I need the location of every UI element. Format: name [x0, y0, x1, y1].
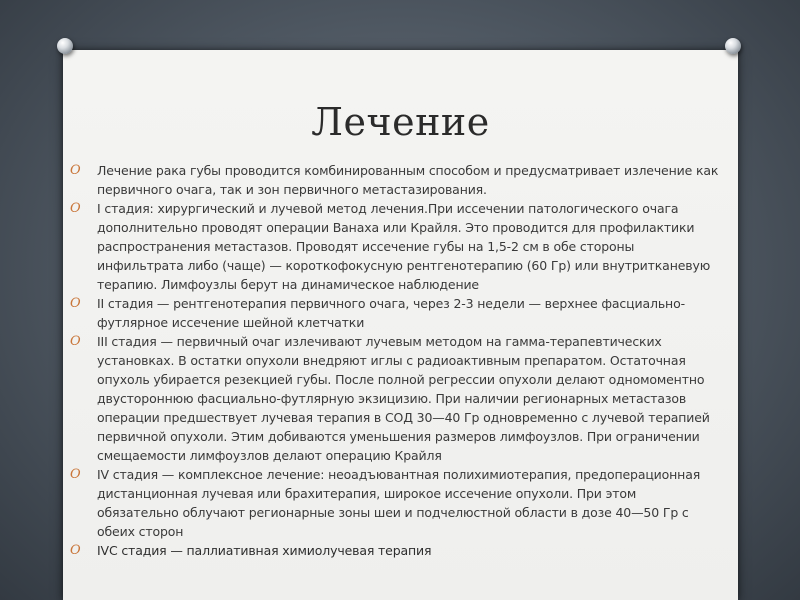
bullet-icon: O [70, 296, 81, 311]
slide-title: Лечение [311, 100, 490, 144]
list-item-text: II стадия — рентгенотерапия первичного очага, через 2-3 недели — верхнее фасциально-футлярное иссечение шейной клетчатки [97, 296, 685, 330]
list-item [70, 332, 720, 465]
bullet-icon: O [70, 163, 81, 178]
list-item [70, 161, 720, 199]
list-item [70, 294, 720, 332]
bullet-list [70, 161, 720, 560]
list-item-text: I стадия: хирургический и лучевой метод лечения.При иссечении патологического очага дополнительно проводят операции Ванаха или Крайля. Это проводится для профилактики распространения метастазов. Проводят иссечение губы на 1,5-2 см в обе стороны инфильтрата либо (чаще) — короткофокусную рентгенотерапию (60 Гр) или внутритканевую терапию. Лимфоузлы берут на динамическое наблюдение [97, 201, 711, 292]
pushpin-icon [57, 38, 73, 54]
bullet-icon: O [70, 467, 81, 482]
list-item-text: Лечение рака губы проводится комбинированным способом и предусматривает излечение как первичного очага, так и зон первичного метастазирования. [97, 163, 719, 197]
bullet-icon: O [70, 201, 81, 216]
bullet-icon: O [70, 543, 81, 558]
list-item-text: III стадия — первичный очаг излечивают лучевым методом на гамма-терапевтических установках. В остатки опухоли внедряют иглы с радиоактивным препаратом. Остаточная опухоль убирается резекцией губы. После полной регрессии опухоли делают одномоментно двустороннюю фасциально-футлярную экзицизию. При наличии регионарных метастазов операции предшествует лучевая терапия в СОД 30—40 Гр одновременно с лучевой терапией первичной опухоли. Этим добиваются уменьшения размеров лимфоузлов. При ограничении смещаемости лимфоузлов делают операцию Крайля [97, 334, 710, 463]
pushpin-icon [725, 38, 741, 54]
list-item [70, 199, 720, 294]
bullet-icon: O [70, 334, 81, 349]
list-item-text: IVC стадия — паллиативная химиолучевая терапия [97, 543, 432, 558]
list-item-text: IV стадия — комплексное лечение: неоадъювантная полихимиотерапия, предоперационная дистанционная лучевая или брахитерапия, широкое иссечение опухоли. При этом обязательно облучают регионарные зоны шеи и подчелюстной области в дозе 40—50 Гр с обеих сторон [97, 467, 701, 539]
list-item [70, 541, 720, 560]
list-item [70, 465, 720, 541]
